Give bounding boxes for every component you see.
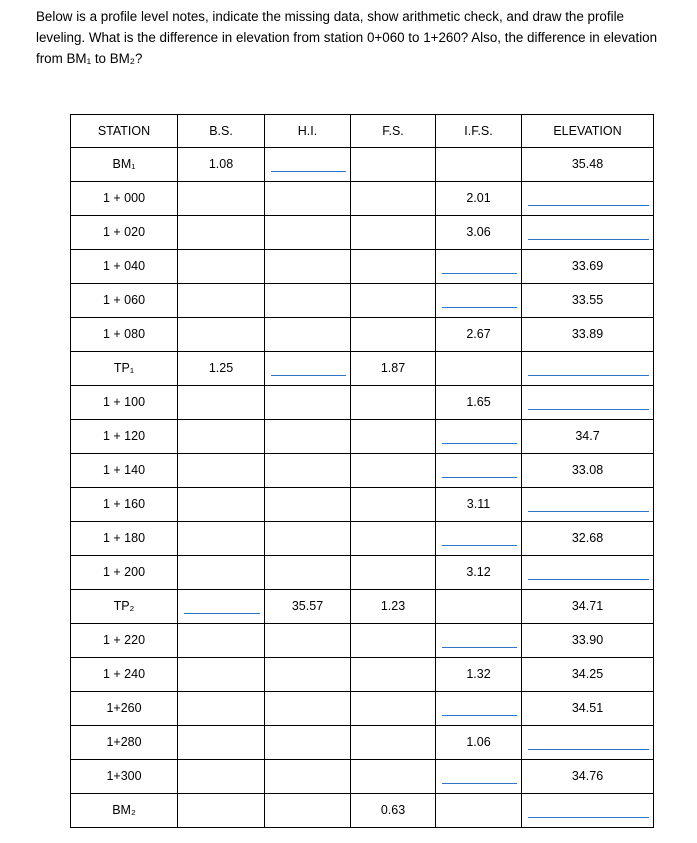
hi-value <box>265 726 350 735</box>
cell-fs <box>351 658 436 692</box>
cell-hi <box>265 760 351 794</box>
hi-value <box>265 216 350 225</box>
elev-value <box>522 216 653 225</box>
answer-blank-line[interactable] <box>528 749 649 750</box>
cell-fs <box>351 522 436 556</box>
table-row <box>71 386 654 420</box>
elev-value <box>522 556 653 565</box>
station-value: 1 + 160 <box>102 497 146 511</box>
station-value: 1 + 040 <box>102 259 146 273</box>
hi-value <box>265 794 350 803</box>
cell-station <box>71 148 178 182</box>
cell-bs <box>178 182 265 216</box>
answer-blank-line[interactable] <box>528 409 649 410</box>
bs-value: 1.25 <box>208 361 234 375</box>
table-row <box>71 488 654 522</box>
hi-value <box>265 658 350 667</box>
header-fs: F.S. <box>351 115 436 148</box>
table-header-row <box>71 115 654 148</box>
cell-station <box>71 488 178 522</box>
cell-bs <box>178 522 265 556</box>
fs-value <box>351 556 435 565</box>
hi-value <box>265 760 350 769</box>
station-value: 1 + 020 <box>102 225 146 239</box>
hi-value <box>265 692 350 701</box>
header-hi: H.I. <box>265 115 351 148</box>
cell-station <box>71 420 178 454</box>
cell-hi <box>265 386 351 420</box>
cell-bs <box>178 726 265 760</box>
ifs-value <box>436 692 521 701</box>
cell-bs <box>178 658 265 692</box>
cell-bs <box>178 556 265 590</box>
cell-fs <box>351 148 436 182</box>
hi-value <box>265 454 350 463</box>
hi-value <box>265 420 350 429</box>
cell-ifs[interactable] <box>436 420 522 454</box>
station-value: 1 + 100 <box>102 395 146 409</box>
elev-value: 34.51 <box>571 701 604 715</box>
table-row <box>71 420 654 454</box>
answer-blank-line[interactable] <box>528 579 649 580</box>
cell-ifs <box>436 556 522 590</box>
answer-blank-line[interactable] <box>442 647 517 648</box>
cell-station <box>71 352 178 386</box>
cell-fs <box>351 794 436 828</box>
cell-ifs <box>436 352 522 386</box>
cell-bs <box>178 454 265 488</box>
answer-blank-line[interactable] <box>528 511 649 512</box>
station-value: 1 + 140 <box>102 463 146 477</box>
cell-bs <box>178 420 265 454</box>
answer-blank-line[interactable] <box>528 375 649 376</box>
ifs-value: 2.67 <box>466 327 491 341</box>
fs-value <box>351 284 435 293</box>
table-body <box>71 148 654 828</box>
station-value: 1 + 200 <box>102 565 146 579</box>
cell-bs <box>178 284 265 318</box>
table-row <box>71 624 654 658</box>
cell-fs <box>351 284 436 318</box>
cell-elev[interactable] <box>522 386 654 420</box>
table-row <box>71 352 654 386</box>
cell-elev <box>522 420 654 454</box>
cell-ifs[interactable] <box>436 692 522 726</box>
elev-value: 33.69 <box>571 259 604 273</box>
ifs-value: 2.01 <box>466 191 491 205</box>
cell-station <box>71 182 178 216</box>
cell-elev[interactable] <box>522 556 654 590</box>
cell-elev <box>522 250 654 284</box>
cell-bs <box>178 624 265 658</box>
station-value: 1 + 080 <box>102 327 146 341</box>
ifs-value <box>436 148 521 157</box>
station-value: BM₁ <box>112 157 136 171</box>
cell-ifs <box>436 726 522 760</box>
answer-blank-line[interactable] <box>528 239 649 240</box>
bs-value <box>178 216 264 225</box>
table-row <box>71 590 654 624</box>
elev-value <box>522 726 653 735</box>
cell-ifs <box>436 658 522 692</box>
cell-elev[interactable] <box>522 794 654 828</box>
cell-bs[interactable] <box>178 590 265 624</box>
ifs-value <box>436 352 521 361</box>
table-row <box>71 556 654 590</box>
answer-blank-line[interactable] <box>184 613 260 614</box>
fs-value <box>351 182 435 191</box>
bs-value <box>178 624 264 633</box>
cell-hi <box>265 216 351 250</box>
ifs-value <box>436 420 521 429</box>
cell-bs <box>178 216 265 250</box>
station-value: 1+300 <box>106 769 142 783</box>
bs-value <box>178 590 264 599</box>
cell-hi <box>265 658 351 692</box>
station-value: 1 + 180 <box>102 531 146 545</box>
fs-value <box>351 454 435 463</box>
cell-hi <box>265 284 351 318</box>
fs-value <box>351 216 435 225</box>
cell-station <box>71 284 178 318</box>
cell-station <box>71 726 178 760</box>
fs-value <box>351 726 435 735</box>
cell-elev <box>522 760 654 794</box>
cell-station <box>71 250 178 284</box>
cell-fs <box>351 318 436 352</box>
elev-value <box>522 794 653 803</box>
elev-value <box>522 386 653 395</box>
hi-value <box>265 182 350 191</box>
answer-blank-line[interactable] <box>271 375 346 376</box>
station-value: BM₂ <box>112 803 136 817</box>
profile-level-table <box>70 114 654 828</box>
cell-ifs <box>436 182 522 216</box>
cell-elev[interactable] <box>522 216 654 250</box>
cell-hi <box>265 624 351 658</box>
cell-elev <box>522 284 654 318</box>
cell-ifs[interactable] <box>436 760 522 794</box>
elev-value: 34.76 <box>571 769 604 783</box>
cell-station <box>71 658 178 692</box>
cell-hi <box>265 556 351 590</box>
answer-blank-line[interactable] <box>528 817 649 818</box>
cell-station <box>71 386 178 420</box>
fs-value <box>351 488 435 497</box>
station-value: TP₂ <box>113 599 135 613</box>
fs-value <box>351 658 435 667</box>
cell-hi <box>265 250 351 284</box>
station-value: 1 + 060 <box>102 293 146 307</box>
cell-elev <box>522 590 654 624</box>
question-text: Below is a profile level notes, indicate the missing data, show arithmetic check, and draw the profile leveling. What is the difference in elevation from station 0+060 to 1+260? Also, the difference in elevation from BM₁ to BM₂? <box>36 9 658 66</box>
ifs-value <box>436 624 521 633</box>
table-row <box>71 454 654 488</box>
bs-value <box>178 454 264 463</box>
elev-value: 35.48 <box>571 157 604 171</box>
cell-fs <box>351 624 436 658</box>
hi-value <box>265 318 350 327</box>
cell-ifs <box>436 386 522 420</box>
cell-elev[interactable] <box>522 352 654 386</box>
cell-bs <box>178 386 265 420</box>
cell-station <box>71 556 178 590</box>
table-row <box>71 726 654 760</box>
elev-value: 33.55 <box>571 293 604 307</box>
cell-ifs <box>436 794 522 828</box>
cell-elev <box>522 624 654 658</box>
ifs-value <box>436 522 521 531</box>
cell-station <box>71 692 178 726</box>
cell-station <box>71 794 178 828</box>
cell-ifs <box>436 216 522 250</box>
ifs-value: 1.65 <box>466 395 491 409</box>
cell-hi <box>265 420 351 454</box>
answer-blank-line[interactable] <box>528 205 649 206</box>
cell-hi <box>265 590 351 624</box>
cell-bs <box>178 250 265 284</box>
cell-elev[interactable] <box>522 726 654 760</box>
fs-value <box>351 148 435 157</box>
bs-value: 1.08 <box>208 157 234 171</box>
cell-elev <box>522 148 654 182</box>
cell-elev[interactable] <box>522 488 654 522</box>
table-row <box>71 148 654 182</box>
cell-bs <box>178 318 265 352</box>
elev-value: 34.25 <box>571 667 604 681</box>
hi-value <box>265 352 350 361</box>
bs-value <box>178 760 264 769</box>
ifs-value <box>436 590 521 599</box>
answer-blank-line[interactable] <box>442 783 517 784</box>
cell-fs <box>351 454 436 488</box>
cell-elev <box>522 454 654 488</box>
fs-value: 1.23 <box>380 599 406 613</box>
hi-value <box>265 556 350 565</box>
ifs-value: 3.12 <box>466 565 491 579</box>
station-value: 1 + 120 <box>102 429 146 443</box>
cell-hi <box>265 726 351 760</box>
cell-fs <box>351 352 436 386</box>
table-row <box>71 760 654 794</box>
cell-hi <box>265 794 351 828</box>
bs-value <box>178 556 264 565</box>
cell-elev <box>522 658 654 692</box>
table-row <box>71 692 654 726</box>
fs-value <box>351 760 435 769</box>
ifs-value <box>436 454 521 463</box>
ifs-value <box>436 284 521 293</box>
cell-ifs[interactable] <box>436 522 522 556</box>
elev-value: 33.89 <box>571 327 604 341</box>
fs-value <box>351 386 435 395</box>
header-elevation: ELEVATION <box>522 115 654 148</box>
bs-value <box>178 522 264 531</box>
cell-hi <box>265 488 351 522</box>
fs-value <box>351 522 435 531</box>
cell-bs <box>178 760 265 794</box>
table-row <box>71 794 654 828</box>
cell-bs <box>178 692 265 726</box>
cell-hi[interactable] <box>265 352 351 386</box>
table-row <box>71 250 654 284</box>
cell-hi <box>265 454 351 488</box>
cell-station <box>71 454 178 488</box>
ifs-value: 3.06 <box>466 225 491 239</box>
table-row <box>71 284 654 318</box>
elev-value <box>522 488 653 497</box>
cell-station <box>71 318 178 352</box>
table-row <box>71 182 654 216</box>
bs-value <box>178 250 264 259</box>
cell-ifs[interactable] <box>436 250 522 284</box>
cell-ifs <box>436 488 522 522</box>
cell-ifs <box>436 318 522 352</box>
bs-value <box>178 726 264 735</box>
cell-fs <box>351 216 436 250</box>
elev-value: 33.90 <box>571 633 604 647</box>
answer-blank-line[interactable] <box>442 545 517 546</box>
answer-blank-line[interactable] <box>442 307 517 308</box>
cell-bs <box>178 488 265 522</box>
hi-value <box>265 148 350 157</box>
cell-station <box>71 590 178 624</box>
hi-value: 35.57 <box>291 599 324 613</box>
table-row <box>71 216 654 250</box>
cell-hi <box>265 182 351 216</box>
hi-value <box>265 250 350 259</box>
elev-value <box>522 352 653 361</box>
elev-value <box>522 182 653 191</box>
bs-value <box>178 284 264 293</box>
ifs-value <box>436 250 521 259</box>
station-value: 1 + 220 <box>102 633 146 647</box>
cell-fs <box>351 692 436 726</box>
fs-value <box>351 692 435 701</box>
elev-value: 33.08 <box>571 463 604 477</box>
answer-blank-line[interactable] <box>442 273 517 274</box>
bs-value <box>178 488 264 497</box>
cell-fs <box>351 556 436 590</box>
fs-value: 0.63 <box>380 803 406 817</box>
cell-hi[interactable] <box>265 148 351 182</box>
cell-fs <box>351 386 436 420</box>
ifs-value: 1.06 <box>466 735 491 749</box>
cell-elev <box>522 522 654 556</box>
cell-fs <box>351 488 436 522</box>
cell-ifs[interactable] <box>436 284 522 318</box>
cell-elev[interactable] <box>522 182 654 216</box>
bs-value <box>178 318 264 327</box>
hi-value <box>265 386 350 395</box>
cell-fs <box>351 420 436 454</box>
hi-value <box>265 284 350 293</box>
table-row <box>71 658 654 692</box>
station-value: 1+260 <box>106 701 142 715</box>
cell-station <box>71 522 178 556</box>
hi-value <box>265 488 350 497</box>
hi-value <box>265 624 350 633</box>
cell-fs <box>351 182 436 216</box>
bs-value <box>178 420 264 429</box>
fs-value <box>351 624 435 633</box>
cell-elev <box>522 692 654 726</box>
cell-elev <box>522 318 654 352</box>
station-value: 1 + 240 <box>102 667 146 681</box>
fs-value <box>351 318 435 327</box>
answer-blank-line[interactable] <box>271 171 346 172</box>
header-bs: B.S. <box>178 115 265 148</box>
fs-value: 1.87 <box>380 361 406 375</box>
cell-hi <box>265 522 351 556</box>
hi-value <box>265 522 350 531</box>
cell-bs <box>178 794 265 828</box>
cell-ifs[interactable] <box>436 454 522 488</box>
table-row <box>71 522 654 556</box>
ifs-value <box>436 794 521 803</box>
station-value: 1+280 <box>106 735 142 749</box>
bs-value <box>178 794 264 803</box>
cell-fs <box>351 726 436 760</box>
fs-value <box>351 420 435 429</box>
table-row <box>71 318 654 352</box>
station-value: TP₁ <box>113 361 135 375</box>
cell-bs <box>178 352 265 386</box>
cell-station <box>71 760 178 794</box>
cell-bs <box>178 148 265 182</box>
cell-fs <box>351 250 436 284</box>
cell-fs <box>351 590 436 624</box>
answer-blank-line[interactable] <box>442 715 517 716</box>
cell-station <box>71 216 178 250</box>
ifs-value: 3.11 <box>466 497 491 511</box>
elev-value: 34.71 <box>571 599 604 613</box>
cell-fs <box>351 760 436 794</box>
cell-hi <box>265 318 351 352</box>
elev-value: 32.68 <box>571 531 604 545</box>
cell-hi <box>265 692 351 726</box>
cell-ifs <box>436 148 522 182</box>
fs-value <box>351 250 435 259</box>
cell-ifs <box>436 590 522 624</box>
cell-ifs[interactable] <box>436 624 522 658</box>
elev-value: 34.7 <box>575 429 600 443</box>
cell-station <box>71 624 178 658</box>
answer-blank-line[interactable] <box>442 477 517 478</box>
bs-value <box>178 182 264 191</box>
bs-value <box>178 658 264 667</box>
answer-blank-line[interactable] <box>442 443 517 444</box>
header-ifs: I.F.S. <box>436 115 522 148</box>
ifs-value <box>436 760 521 769</box>
bs-value <box>178 692 264 701</box>
ifs-value: 1.32 <box>466 667 491 681</box>
station-value: 1 + 000 <box>102 191 146 205</box>
header-station: STATION <box>71 115 178 148</box>
bs-value <box>178 386 264 395</box>
